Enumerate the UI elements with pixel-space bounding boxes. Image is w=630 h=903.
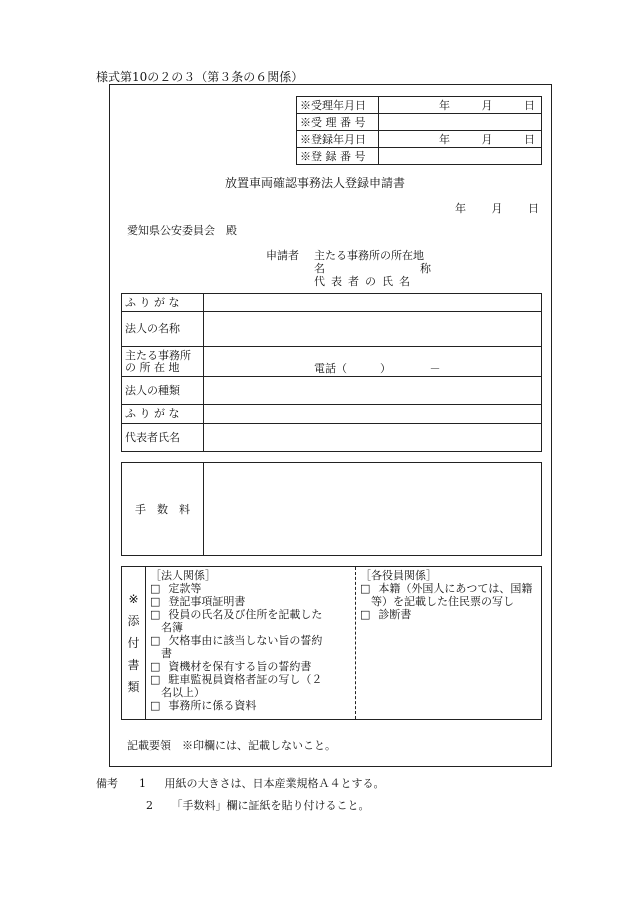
- received-number-label: ※受 理 番 号: [297, 114, 379, 131]
- furigana2-label: ふ り が な: [122, 405, 204, 424]
- item-continuation: 書: [161, 647, 172, 660]
- checkbox-icon[interactable]: □: [150, 673, 161, 686]
- table-row: [122, 377, 542, 405]
- attachments-vertical-label: [122, 567, 146, 720]
- list-item[interactable]: [150, 699, 351, 712]
- representative-name-field[interactable]: [204, 424, 542, 452]
- table-row: [122, 312, 542, 347]
- attachments-table: [121, 566, 542, 720]
- vertical-char: ※: [128, 592, 139, 606]
- checkbox-icon[interactable]: □: [150, 595, 161, 608]
- table-row: [297, 148, 542, 165]
- remarks-number: 1: [139, 777, 146, 790]
- item-text: 資機材を保有する旨の誓約書: [168, 660, 312, 673]
- item-continuation: 名以上）: [161, 686, 205, 699]
- list-item[interactable]: [150, 595, 351, 608]
- office-location-label: [122, 347, 204, 377]
- office-location-label-line1: 主たる事務所: [125, 348, 191, 362]
- vertical-char: 添: [127, 614, 140, 628]
- remarks-text: 「手数料」欄に証紙を貼り付けること。: [171, 799, 370, 812]
- received-date-label: ※受理年月日: [297, 97, 379, 114]
- corp-type-label: 法人の種類: [122, 377, 204, 405]
- item-text: 駐車監視員資格者証の写し（２: [168, 673, 323, 686]
- filling-instructions: 記載要領 ※印欄には、記載しないこと。: [127, 739, 336, 752]
- table-row: [122, 463, 542, 556]
- fee-label: 手 数 料: [122, 463, 204, 556]
- document-title: 放置車両確認事務法人登録申請書: [224, 176, 405, 190]
- corp-name-label-part-b: 称: [420, 262, 431, 275]
- vertical-char: 付: [127, 636, 140, 650]
- remarks-row: [96, 773, 385, 795]
- addressee: 愛知県公安委員会 殿: [127, 224, 237, 237]
- item-text: 役員の氏名及び住所を記載した: [168, 608, 323, 621]
- remarks-row: [96, 795, 385, 817]
- form-number: 様式第10の２の３（第３条の６関係）: [96, 70, 304, 84]
- registration-number-field[interactable]: [379, 148, 542, 165]
- vertical-char: 類: [127, 680, 140, 694]
- item-text: 定款等: [168, 582, 202, 595]
- phone-text: 電話（ ） －: [314, 362, 441, 375]
- checkbox-icon[interactable]: □: [360, 582, 371, 595]
- table-row: [297, 114, 542, 131]
- checkbox-icon[interactable]: □: [150, 660, 161, 673]
- remarks: [96, 773, 385, 817]
- applicant-label: 申請者: [266, 249, 299, 262]
- representative-name-label: 代表者氏名: [122, 424, 204, 452]
- furigana-field[interactable]: [204, 294, 542, 312]
- office-location-label-line2: の 所 在 地: [125, 360, 180, 374]
- list-item[interactable]: [360, 608, 537, 621]
- remarks-text: 用紙の大きさは、日本産業規格Ａ４とする。: [164, 777, 385, 790]
- office-location-field[interactable]: [204, 347, 542, 377]
- item-text: 登記事項証明書: [168, 595, 246, 608]
- reception-box: [296, 96, 542, 165]
- list-item[interactable]: [150, 634, 351, 647]
- corp-name-row-label: 法人の名称: [122, 312, 204, 347]
- furigana-label: ふ り が な: [122, 294, 204, 312]
- officer-documents-header: ［各役員関係］: [360, 569, 437, 582]
- item-text: 事務所に係る資料: [168, 699, 257, 712]
- table-row: [122, 424, 542, 452]
- item-continuation: 名簿: [161, 621, 183, 634]
- checkbox-icon[interactable]: □: [360, 608, 371, 621]
- vertical-char: 書: [127, 658, 140, 672]
- representative-label: 代表者の氏名: [314, 275, 416, 288]
- received-date-field[interactable]: 年 月 日: [379, 97, 542, 114]
- item-text: 欠格事由に該当しない旨の誓約: [168, 634, 323, 647]
- item-continuation: 等）を記載した住民票の写し: [371, 595, 514, 608]
- corp-type-field[interactable]: [204, 377, 542, 405]
- table-row: [122, 405, 542, 424]
- table-row: [297, 97, 542, 114]
- list-item[interactable]: [150, 660, 351, 673]
- application-date: 年 月 日: [455, 202, 539, 215]
- checkbox-icon[interactable]: □: [150, 634, 161, 647]
- fee-table: [121, 462, 542, 556]
- remarks-number: 2: [146, 799, 153, 812]
- furigana2-field[interactable]: [204, 405, 542, 424]
- corp-documents-header: ［法人関係］: [150, 569, 216, 582]
- list-item[interactable]: [360, 582, 537, 595]
- table-row: [122, 347, 542, 377]
- item-text: 本籍（外国人にあつては、国籍: [378, 582, 533, 595]
- corp-name-field[interactable]: [204, 312, 542, 347]
- registration-date-label: ※登録年月日: [297, 131, 379, 148]
- registration-number-label: ※登 録 番 号: [297, 148, 379, 165]
- checkbox-icon[interactable]: □: [150, 608, 161, 621]
- list-item[interactable]: [150, 608, 351, 621]
- list-item[interactable]: [150, 582, 351, 595]
- applicant-info-table: [121, 293, 542, 452]
- office-address-label: 主たる事務所の所在地: [314, 249, 424, 262]
- corp-name-label-part-a: 名: [314, 262, 325, 275]
- table-row: [122, 294, 542, 312]
- table-row: [297, 131, 542, 148]
- checkbox-icon[interactable]: □: [150, 582, 161, 595]
- officer-documents-column: [356, 567, 542, 720]
- registration-date-field[interactable]: 年 月 日: [379, 131, 542, 148]
- checkbox-icon[interactable]: □: [150, 699, 161, 712]
- item-text: 診断書: [378, 608, 412, 621]
- fee-stamp-area[interactable]: [204, 463, 542, 556]
- received-number-field[interactable]: [379, 114, 542, 131]
- table-row: [122, 567, 542, 720]
- corp-documents-column: [146, 567, 356, 720]
- remarks-label: 備考: [96, 777, 118, 790]
- list-item[interactable]: [150, 673, 351, 686]
